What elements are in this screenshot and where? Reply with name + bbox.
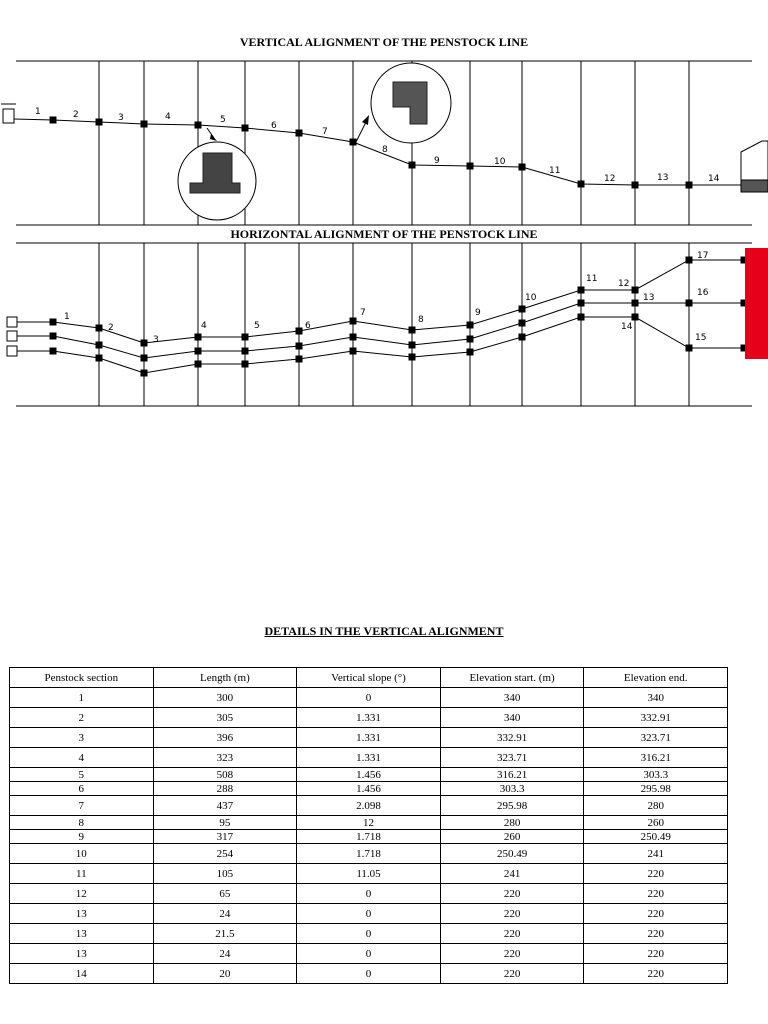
horizontal-node-marker <box>141 340 148 347</box>
table-cell: 250.49 <box>584 830 728 844</box>
table-cell: 220 <box>440 904 584 924</box>
horizontal-section-label-17: 17 <box>697 251 709 261</box>
horizontal-node-marker <box>50 333 57 340</box>
horizontal-node-marker <box>296 356 303 363</box>
horizontal-node-marker <box>242 361 249 368</box>
horizontal-node-marker <box>195 348 202 355</box>
horizontal-node-marker <box>409 342 416 349</box>
table-cell: 303.3 <box>440 782 584 796</box>
horizontal-section-label-9: 9 <box>475 308 481 318</box>
vertical-node-marker <box>519 164 526 171</box>
table-cell: 3 <box>10 728 154 748</box>
table-cell: 8 <box>10 816 154 830</box>
horizontal-node-marker <box>350 334 357 341</box>
table-cell: 316.21 <box>440 768 584 782</box>
table-cell: 9 <box>10 830 154 844</box>
horizontal-section-label-14: 14 <box>621 322 633 332</box>
vertical-node-marker <box>409 162 416 169</box>
table-cell: 303.3 <box>584 768 728 782</box>
table-cell: 14 <box>10 964 154 984</box>
table-cell: 4 <box>10 748 154 768</box>
table-cell: 95 <box>153 816 297 830</box>
horizontal-node-marker <box>296 328 303 335</box>
table-row <box>10 924 728 944</box>
horizontal-node-marker <box>632 314 639 321</box>
horizontal-section-label-5: 5 <box>254 321 260 331</box>
table-cell: 340 <box>440 708 584 728</box>
horizontal-section-label-16: 16 <box>697 288 709 298</box>
table-cell: 10 <box>10 844 154 864</box>
table-cell: 295.98 <box>440 796 584 816</box>
vertical-section-label-7: 7 <box>322 127 328 137</box>
table-cell: 220 <box>584 884 728 904</box>
horizontal-gridlines <box>99 243 689 406</box>
anchor-block-callout-bottom <box>178 128 256 220</box>
table-cell: 1 <box>10 688 154 708</box>
horizontal-section-label-7: 7 <box>360 308 366 318</box>
table-cell: 220 <box>440 944 584 964</box>
vertical-node-marker <box>141 121 148 128</box>
horizontal-section-label-3: 3 <box>153 335 159 345</box>
horizontal-node-marker <box>578 300 585 307</box>
vertical-section-label-8: 8 <box>382 145 388 155</box>
table-row <box>10 708 728 728</box>
horizontal-section-label-15: 15 <box>695 333 707 343</box>
vertical-node-marker <box>195 122 202 129</box>
horizontal-section-label-12: 12 <box>618 279 630 289</box>
table-cell: 220 <box>584 864 728 884</box>
horizontal-node-marker <box>96 342 103 349</box>
horizontal-node-marker <box>350 318 357 325</box>
table-cell: 0 <box>297 964 441 984</box>
horizontal-section-label-11: 11 <box>586 274 598 284</box>
table-cell: 1.331 <box>297 728 441 748</box>
table-cell: 396 <box>153 728 297 748</box>
table-cell: 1.456 <box>297 768 441 782</box>
vertical-alignment-table <box>9 667 728 984</box>
vertical-node-marker <box>467 163 474 170</box>
powerhouse-plan <box>745 248 768 359</box>
table-cell: 0 <box>297 924 441 944</box>
horizontal-section-label-13: 13 <box>643 293 655 303</box>
table-row <box>10 944 728 964</box>
table-cell: 2 <box>10 708 154 728</box>
horizontal-node-marker <box>50 319 57 326</box>
vertical-section-label-12: 12 <box>604 174 616 184</box>
horizontal-node-marker <box>350 348 357 355</box>
horizontal-node-marker <box>195 361 202 368</box>
vertical-section-label-2: 2 <box>73 110 79 120</box>
vertical-section-label-6: 6 <box>271 121 277 131</box>
table-cell: 65 <box>153 884 297 904</box>
table-cell: 24 <box>153 904 297 924</box>
header-elevation-end: Elevation end. <box>584 668 728 688</box>
table-cell: 1.718 <box>297 844 441 864</box>
table-cell: 340 <box>440 688 584 708</box>
table-cell: 241 <box>440 864 584 884</box>
table-cell: 250.49 <box>440 844 584 864</box>
vertical-node-marker <box>632 182 639 189</box>
table-cell: 437 <box>153 796 297 816</box>
horizontal-node-marker <box>467 322 474 329</box>
horizontal-node-marker <box>578 287 585 294</box>
table-cell: 332.91 <box>440 728 584 748</box>
table-cell: 323.71 <box>440 748 584 768</box>
table-cell: 220 <box>440 924 584 944</box>
horizontal-node-marker <box>467 349 474 356</box>
table-cell: 340 <box>584 688 728 708</box>
table-cell: 105 <box>153 864 297 884</box>
table-cell: 5 <box>10 768 154 782</box>
table-cell: 323.71 <box>584 728 728 748</box>
intake-tank-icon <box>1 104 16 123</box>
horizontal-node-marker <box>519 320 526 327</box>
table-cell: 24 <box>153 944 297 964</box>
table-row <box>10 688 728 708</box>
horizontal-profile <box>7 257 748 377</box>
horizontal-node-marker <box>242 334 249 341</box>
vertical-node-marker <box>242 125 249 132</box>
table-cell: 13 <box>10 924 154 944</box>
table-cell: 11 <box>10 864 154 884</box>
intake-inlet-icon <box>7 331 17 341</box>
anchor-block-callout-top <box>356 63 451 143</box>
horizontal-node-marker <box>141 370 148 377</box>
table-cell: 0 <box>297 688 441 708</box>
powerhouse-icon <box>741 141 768 192</box>
table-row <box>10 830 728 844</box>
horizontal-alignment-title: HORIZONTAL ALIGNMENT OF THE PENSTOCK LINE <box>230 227 538 241</box>
table-cell: 332.91 <box>584 708 728 728</box>
table-cell: 12 <box>297 816 441 830</box>
table-cell: 317 <box>153 830 297 844</box>
header-penstock-section: Penstock section <box>10 668 154 688</box>
table-row <box>10 844 728 864</box>
table-cell: 241 <box>584 844 728 864</box>
horizontal-node-marker <box>195 334 202 341</box>
table-cell: 0 <box>297 944 441 964</box>
horizontal-node-marker <box>632 300 639 307</box>
table-row <box>10 748 728 768</box>
table-cell: 2.098 <box>297 796 441 816</box>
horizontal-node-marker <box>141 355 148 362</box>
table-cell: 0 <box>297 884 441 904</box>
table-cell: 6 <box>10 782 154 796</box>
horizontal-node-marker <box>519 334 526 341</box>
table-row <box>10 782 728 796</box>
vertical-node-marker <box>686 182 693 189</box>
table-cell: 1.331 <box>297 748 441 768</box>
horizontal-section-label-6: 6 <box>305 321 311 331</box>
horizontal-node-marker <box>519 306 526 313</box>
horizontal-section-label-1: 1 <box>64 312 70 322</box>
table-cell: 1.456 <box>297 782 441 796</box>
table-cell: 288 <box>153 782 297 796</box>
table-cell: 508 <box>153 768 297 782</box>
horizontal-section-label-2: 2 <box>108 323 114 333</box>
table-cell: 220 <box>584 944 728 964</box>
table-cell: 220 <box>584 964 728 984</box>
table-row <box>10 796 728 816</box>
table-cell: 280 <box>584 796 728 816</box>
table-row <box>10 728 728 748</box>
horizontal-node-marker <box>242 348 249 355</box>
table-cell: 20 <box>153 964 297 984</box>
vertical-section-label-4: 4 <box>165 112 171 122</box>
table-row <box>10 816 728 830</box>
horizontal-node-marker <box>632 287 639 294</box>
intake-inlet-icon <box>7 346 17 356</box>
horizontal-node-marker <box>50 348 57 355</box>
horizontal-node-marker <box>409 354 416 361</box>
horizontal-node-marker <box>296 343 303 350</box>
table-row <box>10 964 728 984</box>
table-cell: 220 <box>584 904 728 924</box>
table-row <box>10 884 728 904</box>
intake-inlet-icon <box>7 317 17 327</box>
vertical-section-label-13: 13 <box>657 173 669 183</box>
horizontal-node-marker <box>96 325 103 332</box>
table-header-row <box>10 668 728 688</box>
horizontal-node-marker <box>96 355 103 362</box>
table-cell: 305 <box>153 708 297 728</box>
table-cell: 1.718 <box>297 830 441 844</box>
table-cell: 220 <box>584 924 728 944</box>
vertical-node-marker <box>50 117 57 124</box>
horizontal-node-marker <box>686 300 693 307</box>
horizontal-node-marker <box>578 314 585 321</box>
table-cell: 21.5 <box>153 924 297 944</box>
horizontal-node-marker <box>467 336 474 343</box>
table-row <box>10 768 728 782</box>
vertical-section-label-1: 1 <box>35 107 41 117</box>
table-cell: 260 <box>584 816 728 830</box>
table-cell: 7 <box>10 796 154 816</box>
vertical-section-label-9: 9 <box>434 156 440 166</box>
table-cell: 280 <box>440 816 584 830</box>
table-cell: 260 <box>440 830 584 844</box>
header-length: Length (m) <box>153 668 297 688</box>
header-elevation-start: Elevation start. (m) <box>440 668 584 688</box>
vertical-section-label-3: 3 <box>118 113 124 123</box>
vertical-section-label-5: 5 <box>220 115 226 125</box>
table-cell: 11.05 <box>297 864 441 884</box>
horizontal-section-label-8: 8 <box>418 315 424 325</box>
vertical-node-marker <box>350 139 357 146</box>
horizontal-section-label-4: 4 <box>201 321 207 331</box>
table-cell: 13 <box>10 904 154 924</box>
horizontal-section-label-10: 10 <box>525 293 537 303</box>
table-cell: 295.98 <box>584 782 728 796</box>
table-cell: 12 <box>10 884 154 904</box>
table-cell: 220 <box>440 964 584 984</box>
table-row <box>10 904 728 924</box>
vertical-section-label-10: 10 <box>494 157 506 167</box>
table-cell: 220 <box>440 884 584 904</box>
table-row <box>10 864 728 884</box>
table-cell: 300 <box>153 688 297 708</box>
table-cell: 13 <box>10 944 154 964</box>
horizontal-node-marker <box>686 345 693 352</box>
header-vertical-slope: Vertical slope (°) <box>297 668 441 688</box>
table-cell: 0 <box>297 904 441 924</box>
table-cell: 316.21 <box>584 748 728 768</box>
table-cell: 254 <box>153 844 297 864</box>
vertical-node-marker <box>96 119 103 126</box>
vertical-node-marker <box>296 130 303 137</box>
table-cell: 323 <box>153 748 297 768</box>
horizontal-node-marker <box>686 257 693 264</box>
vertical-alignment-title: VERTICAL ALIGNMENT OF THE PENSTOCK LINE <box>239 35 529 49</box>
table-cell: 1.331 <box>297 708 441 728</box>
vertical-section-label-14: 14 <box>708 174 720 184</box>
vertical-node-marker <box>578 181 585 188</box>
horizontal-node-marker <box>409 327 416 334</box>
table-title: DETAILS IN THE VERTICAL ALIGNMENT <box>264 624 504 638</box>
vertical-section-label-11: 11 <box>549 166 561 176</box>
